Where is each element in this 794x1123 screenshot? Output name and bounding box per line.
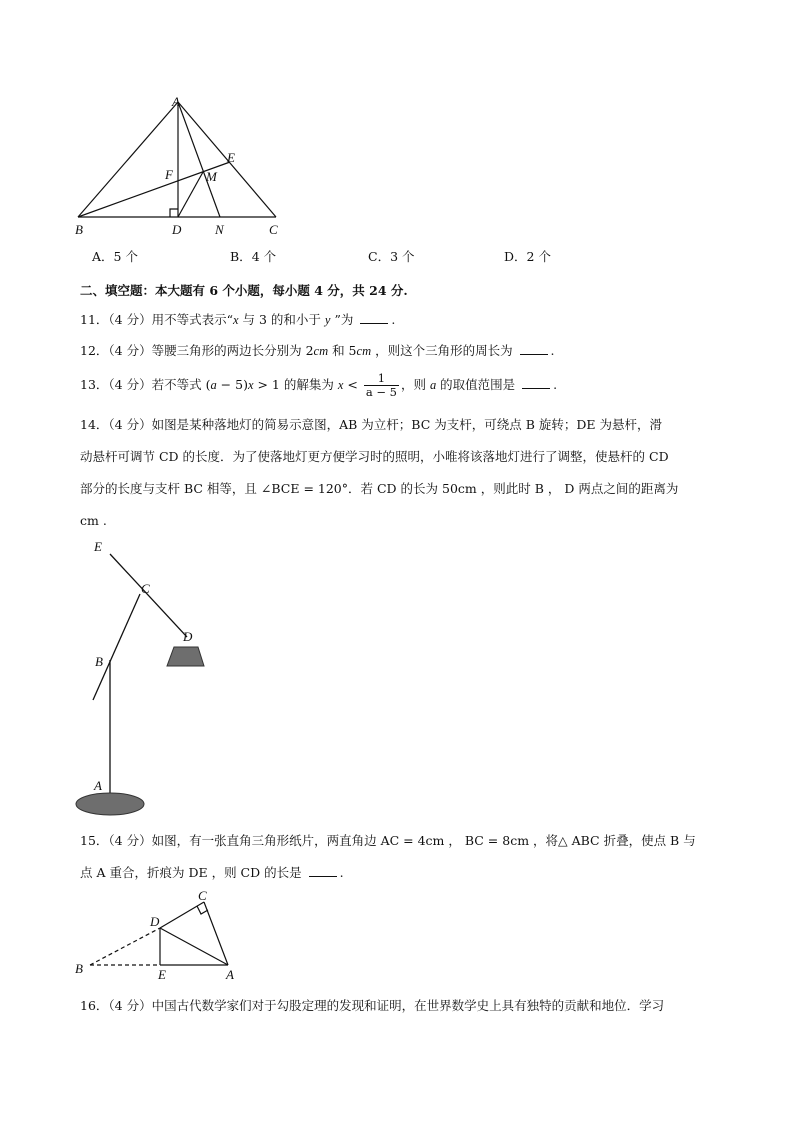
label-D: D (183, 629, 193, 644)
answer-blank[interactable] (309, 866, 337, 877)
label-B: B (75, 222, 83, 237)
answer-blank[interactable] (522, 378, 550, 389)
answer-blank[interactable] (360, 313, 388, 324)
label-C: C (198, 890, 207, 903)
triangle-figure (70, 92, 300, 244)
question-14: 14．（4 分）如图是某种落地灯的简易示意图，AB 为立杆；BC 为支杆，可绕点 B 旋转；DE 为悬杆，滑 动悬杆可调节 CD 的长度．为了使落地灯更方便学习时的照明，小唯将该落地灯进行了调整，使悬杆的 CD 部分的长度与支杆 BC 相等，且 ∠BCE = 120°．若 CD 的长为 50cm ，则此时 B ， D 两点之间的距离为 cm . (80, 417, 679, 528)
label-A: A (172, 94, 180, 109)
lamp-base (76, 793, 144, 815)
segment-CA (204, 902, 228, 965)
label-E: E (227, 150, 235, 165)
option-d: D．2 个 (504, 249, 551, 264)
option-c: C．3 个 (368, 249, 415, 264)
fold-figure (70, 890, 250, 982)
segment-AN (178, 102, 220, 217)
label-A: A (226, 967, 234, 982)
option-b: B．4 个 (230, 249, 277, 264)
section-heading: 二、填空题：本大题有 6 个小题，每小题 4 分，共 24 分. (80, 283, 408, 298)
label-C: C (269, 222, 278, 237)
label-A: A (94, 778, 102, 793)
segment-DM (178, 172, 203, 217)
right-angle-mark (170, 209, 178, 217)
question-15: 15．（4 分）如图，有一张直角三角形纸片，两直角边 AC = 4cm ， BC = 8cm ，将△ ABC 折叠，使点 B 与 点 A 重合，折痕为 DE ，则 CD 的长是 . (80, 833, 696, 880)
question-12: 12．（4 分）等腰三角形的两边长分别为 2cm 和 5cm ，则这个三角形的周长为 . (80, 343, 555, 358)
lamp-figure (70, 532, 220, 822)
answer-blank[interactable] (520, 344, 548, 355)
segment-DA (160, 928, 228, 965)
rod-BC (93, 594, 140, 700)
label-D: D (172, 222, 182, 237)
question-16: 16．（4 分）中国古代数学家们对于勾股定理的发现和证明，在世界数学史上具有独特的贡献和地位．学习 (80, 998, 665, 1013)
label-B: B (95, 654, 103, 669)
answer-options (92, 247, 592, 265)
question-13: 13．（4 分）若不等式 (a − 5)x > 1 的解集为 x < $\frac{1}{a - 5}$ ，则 a 的取值范围是 . (80, 371, 558, 399)
label-E: E (94, 539, 102, 554)
label-D: D (150, 914, 160, 929)
label-B: B (75, 961, 83, 976)
lamp-shade (167, 647, 204, 666)
option-a: A．5 个 (92, 249, 138, 264)
label-M: M (206, 169, 217, 184)
label-E: E (158, 967, 166, 982)
fraction: $\frac{1}{a - 5}$ (365, 371, 397, 399)
label-C: C (141, 581, 150, 596)
segment-DB-dashed (90, 928, 160, 965)
label-F: F (165, 167, 173, 182)
question-11: 11．（4 分）用不等式表示“x 与 3 的和小于 y ”为 . (80, 312, 396, 327)
segment-AB (78, 102, 178, 217)
label-N: N (215, 222, 224, 237)
